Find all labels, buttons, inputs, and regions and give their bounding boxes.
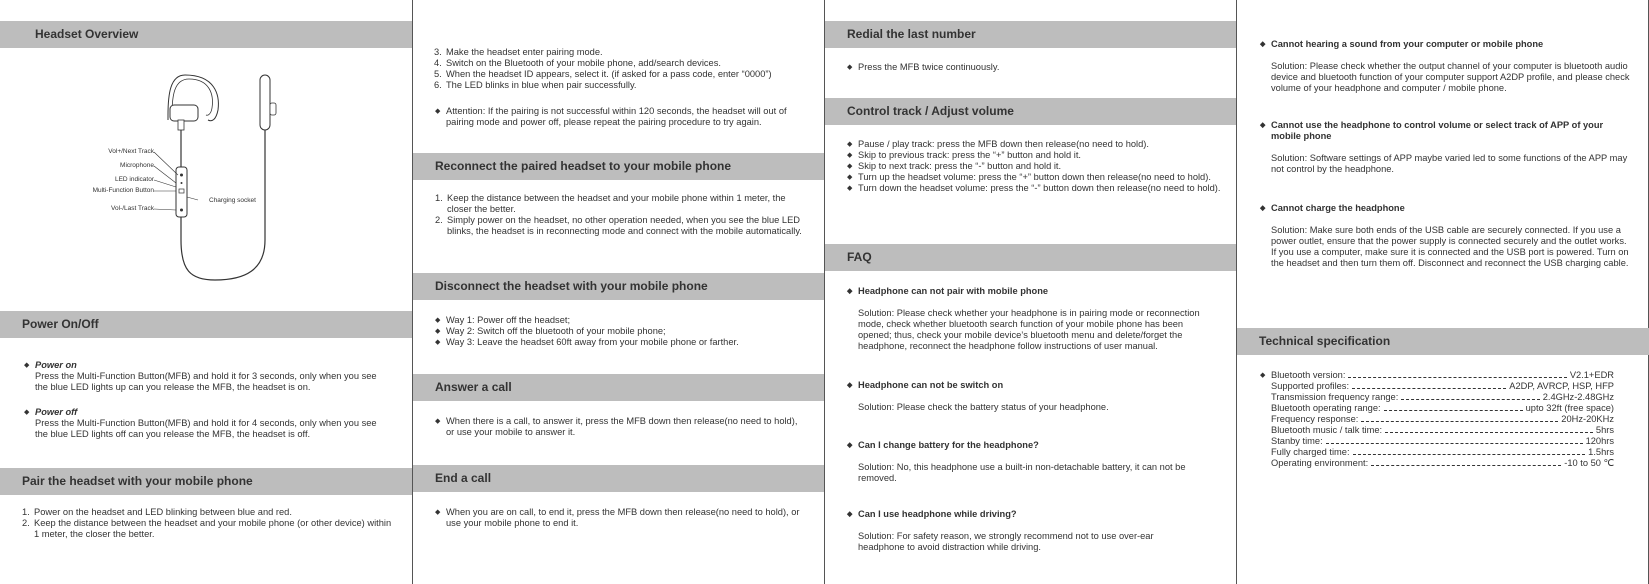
spec-row: ◆ Bluetooth version: V2.1+EDR [1271, 370, 1614, 380]
redial-text: ◆ Press the MFB twice continuously. [847, 62, 1217, 73]
headset-overview-header: Headset Overview [0, 21, 412, 48]
label-charging: Charging socket [209, 197, 256, 204]
list-item: ◆ Skip to previous track: press the “+” button and hold it. [847, 150, 1229, 161]
pair-steps-continued [434, 47, 804, 91]
faq-item: ◆ Can I use headphone while driving? Solution: For safety reason, we strongly recommend not to use over-ear headphone to avoid distraction while driving. [847, 509, 1187, 553]
end-text: ◆ When you are on call, to end it, press the MFB down then release(no need to hold), or use your mobile phone to end it. [435, 507, 805, 529]
list-item: ◆ Way 1: Power off the headset; [435, 315, 805, 326]
spec-row: Fully charged time: 1.5hrs [1271, 447, 1614, 457]
redial-header: Redial the last number [825, 21, 1236, 48]
disconnect-header: Disconnect the headset with your mobile phone [413, 273, 824, 300]
list-item: ◆ Way 2: Switch off the bluetooth of your mobile phone; [435, 326, 805, 337]
attention-note: ◆ Attention: If the pairing is not successful within 120 seconds, the headset will out of pairing mode and power off, please repeat the pairing procedure to try again. [435, 106, 805, 128]
control-list [847, 139, 1229, 194]
list-item: ◆ Way 3: Leave the headset 60ft away from your mobile phone or farther. [435, 337, 805, 348]
faq-header: FAQ [825, 244, 1236, 271]
spec-list [1260, 370, 1614, 469]
faq-item: ◆ Headphone can not be switch on Solution: Please check the battery status of your headphone. [847, 380, 1217, 413]
power-on-title: Power on [35, 360, 77, 370]
faq-item: ◆ Cannot charge the headphone Solution: Make sure both ends of the USB cable are securely connected. If you use a power outlet, ensure that the power supply is connected securely and the outlet works. If you use a computer, make sure it is connected and the USB port is powered. Turn on the headset and then turn them off. Disconnect and reconnect the USB charging cable. [1260, 203, 1630, 269]
reconnect-header: Reconnect the paired headset to your mobile phone [413, 153, 824, 180]
power-header: Power On/Off [0, 311, 412, 338]
power-on-text: Press the Multi-Function Button(MFB) and hold it for 3 seconds, only when you see the blue LED lights up can you release the MFB, the headset is on. [35, 371, 377, 392]
list-item: 2. Keep the distance between the headset and your mobile phone (or other device) within 1 meter, the closer the better. [22, 518, 392, 539]
list-item: 2. Simply power on the headset, no other operation needed, when you see the blue LED blinks, the headset is in reconnecting mode and connect with the mobile automatically. [435, 215, 802, 236]
reconnect-steps [435, 193, 805, 237]
power-off-title: Power off [35, 407, 78, 417]
power-off-block [24, 407, 384, 440]
list-item: 1. Keep the distance between the headset and your mobile phone within 1 meter, the closer the better. [435, 193, 786, 214]
power-off-text: Press the Multi-Function Button(MFB) and hold it for 4 seconds, only when you see the blue LED lights off can you release the MFB, the headset is off. [35, 418, 377, 439]
list-item: 1. Power on the headset and LED blinking between blue and red. [22, 507, 292, 517]
pair-steps [22, 507, 392, 540]
answer-text: ◆ When there is a call, to answer it, press the MFB down then release(no need to hold), or use your mobile to answer it. [435, 416, 805, 438]
list-item: 3. Make the headset enter pairing mode. [434, 47, 603, 57]
faq-item: ◆ Cannot use the headphone to control volume or select track of APP of your mobile phone Solution: Software settings of APP maybe varied led to some functions of the APP may not control by the headphone. [1260, 120, 1630, 175]
list-item: 4. Switch on the Bluetooth of your mobile phone, add/search devices. [434, 58, 721, 68]
list-item: ◆ Turn down the headset volume: press the “-” button down then release(no need to hold). [847, 183, 1229, 194]
faq-item: ◆ Headphone can not pair with mobile phone Solution: Please check whether your headphone is in pairing mode or reconnection mode, check whether bluetooth search function of your mobile phone has been opened; thus, check your mobile device’s bluetooth menu and delete/forget the headphone, reconnect the headphone follow instructions of user manual. [847, 286, 1217, 352]
control-header: Control track / Adjust volume [825, 98, 1236, 125]
spec-row: Operating environment: -10 to 50 ℃ [1271, 458, 1614, 468]
spec-row: Bluetooth music / talk time: 5hrs [1271, 425, 1614, 435]
label-led: LED indicator [114, 176, 154, 183]
answer-header: Answer a call [413, 374, 824, 401]
pair-header: Pair the headset with your mobile phone [0, 468, 412, 495]
label-vol-next: Vol+/Next Track [108, 148, 154, 155]
column-divider [1236, 0, 1237, 584]
label-mfb: Multi-Function Button [92, 187, 154, 194]
list-item: ◆ Turn up the headset volume: press the “+” button down then release(no need to hold). [847, 172, 1229, 183]
list-item: 6. The LED blinks in blue when pair successfully. [434, 80, 637, 90]
spec-row: Supported profiles: A2DP, AVRCP, HSP, HFP [1271, 381, 1614, 391]
spec-header: Technical specification [1237, 328, 1649, 355]
end-header: End a call [413, 465, 824, 492]
faq-item: ◆ Can I change battery for the headphone? Solution: No, this headphone use a built-in non-detachable battery, it can not be removed. [847, 440, 1187, 484]
list-item: ◆ Pause / play track: press the MFB down then release(no need to hold). [847, 139, 1229, 150]
spec-row: Bluetooth operating range: upto 32ft (free space) [1271, 403, 1614, 413]
spec-row: Frequency response: 20Hz-20KHz [1271, 414, 1614, 424]
list-item: ◆ Skip to next track: press the “-” button and hold it. [847, 161, 1229, 172]
list-item: 5. When the headset ID appears, select it. (if asked for a pass code, enter “0000”) [434, 69, 772, 79]
column-divider [824, 0, 825, 584]
label-microphone: Microphone [120, 162, 154, 169]
label-vol-last: Vol-/Last Track [111, 205, 154, 212]
disconnect-list [435, 315, 805, 348]
power-on-block [24, 360, 384, 393]
spec-row: Transmission frequency range: 2.4GHz-2.48GHz [1271, 392, 1614, 402]
faq-item: ◆ Cannot hearing a sound from your computer or mobile phone Solution: Please check whether the output channel of your computer is bluetooth audio device and bluetooth function of your computer support A2DP profile, and please check volume of your headphone and computer / mobile phone. [1260, 39, 1630, 94]
spec-row: Stanby time: 120hrs [1271, 436, 1614, 446]
